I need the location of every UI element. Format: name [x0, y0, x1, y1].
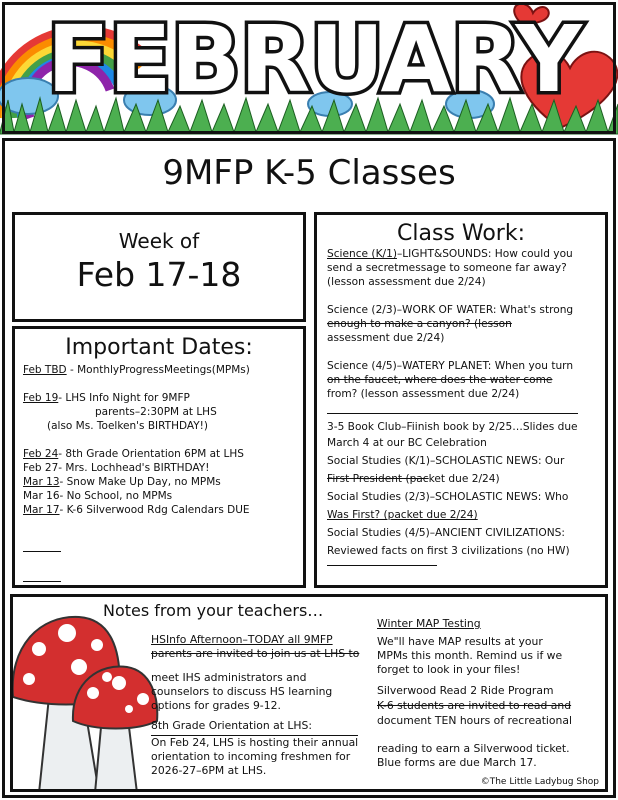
important-dates-list	[23, 363, 250, 517]
list-item: Science (4/5)–WATERY PLANET: When you turn	[327, 360, 574, 372]
important-dates-box	[12, 326, 306, 588]
week-dates: Feb 17-18	[76, 255, 242, 294]
list-item: Feb 27- Mrs. Lochhead's BIRTHDAY!	[23, 462, 210, 474]
list-item: Mar 13- Snow Make Up Day, no MPMs	[23, 476, 221, 488]
page-title: 9MFP K-5 Classes	[162, 153, 456, 193]
notes-orientation: 8th Grade Orientation at LHS: On Feb 24, LHS is hosting their annual orientation to incoming freshmen for 2026-27–6PM at LHS.	[151, 719, 359, 777]
list-item: parents–2:30PM at LHS	[95, 406, 217, 418]
list-item: Mar 16- No School, no MPMs	[23, 490, 173, 502]
list-item: (also Ms. Toelken's BIRTHDAY!)	[47, 420, 208, 432]
notes-silverwood: Silverwood Read 2 Ride Program K-6 students are invited to read and document TEN hours of recreational	[377, 684, 572, 727]
notes-box	[10, 594, 608, 792]
list-item: 3-5 Book Club–Fiinish book by 2/25…Slides due	[327, 413, 578, 434]
week-label: Week of	[118, 229, 200, 253]
list-item: Social Studies (4/5)–ANCIENT CIVILIZATIONS:	[327, 527, 565, 539]
notes-map-testing: Winter MAP Testing We"ll have MAP results at your MPMs this month. Remind us if we forget to look in your files!	[377, 617, 563, 676]
list-item: Feb 19- LHS Info Night for 9MFP	[23, 392, 190, 404]
class-work-box	[314, 212, 608, 588]
notes-hs-info: HSInfo Afternoon–TODAY all 9MFP parents are invited to join us at LHS to meet IHS administrators and counselors to discuss HS learning options for grades 9-12.	[151, 633, 360, 712]
list-item: Social Studies (K/1)–SCHOLASTIC NEWS: Our	[327, 455, 565, 467]
list-item: Mar 17- K-6 Silverwood Rdg Calendars DUE	[23, 504, 250, 516]
week-box	[12, 212, 306, 322]
blank-line	[23, 551, 61, 552]
february-banner	[0, 0, 618, 138]
class-work-title: Class Work:	[397, 221, 525, 246]
list-item: Social Studies (2/3)–SCHOLASTIC NEWS: Who	[327, 491, 569, 503]
list-item: Science (K/1)–LIGHT&SOUNDS: How could you	[327, 248, 573, 260]
class-work-list: Science (K/1)–LIGHT&SOUNDS: How could you send a secretmessage to someone far away? (lesson assessment due 2/24) Science (2/3)–WORK OF WATER: What's strong enough to make a canyon? (lesson assessment due 2/24) Science (4/5)–WATERY PLANET: When you turn on the faucet, where does the water come from? (lesson assessment due 2/24) 3-5 Book Club–Fiinish book by 2/25…Slides due March 4 at our BC Celebration Social Studies (K/1)–SCHOLASTIC NEWS: Our First President (packet due 2/24) Social Studies (2/3)–SCHOLASTIC NEWS: Who Was First? (packet due 2/24) Social Studies (4/5)–ANCIENT CIVILIZATIONS: Reviewed facts on first 3 civilizations (no HW)	[327, 248, 578, 557]
list-item: Feb TBD - MonthlyProgressMeetings(MPMs)	[23, 364, 250, 376]
list-item: Science (2/3)–WORK OF WATER: What's strong	[327, 304, 574, 316]
copyright-credit: ©The Little Ladybug Shop	[480, 777, 599, 787]
mushroom-illustration	[10, 597, 159, 792]
notes-silverwood-more: reading to earn a Silverwood ticket. Blue forms are due March 17.	[377, 742, 570, 769]
banner-title: FEBRUARY	[46, 6, 582, 113]
important-dates-title: Important Dates:	[65, 335, 253, 360]
blank-line	[327, 565, 437, 566]
notes-title: Notes from your teachers…	[103, 601, 324, 620]
list-item: Feb 24- 8th Grade Orientation 6PM at LHS	[23, 448, 244, 460]
blank-line	[23, 581, 61, 582]
